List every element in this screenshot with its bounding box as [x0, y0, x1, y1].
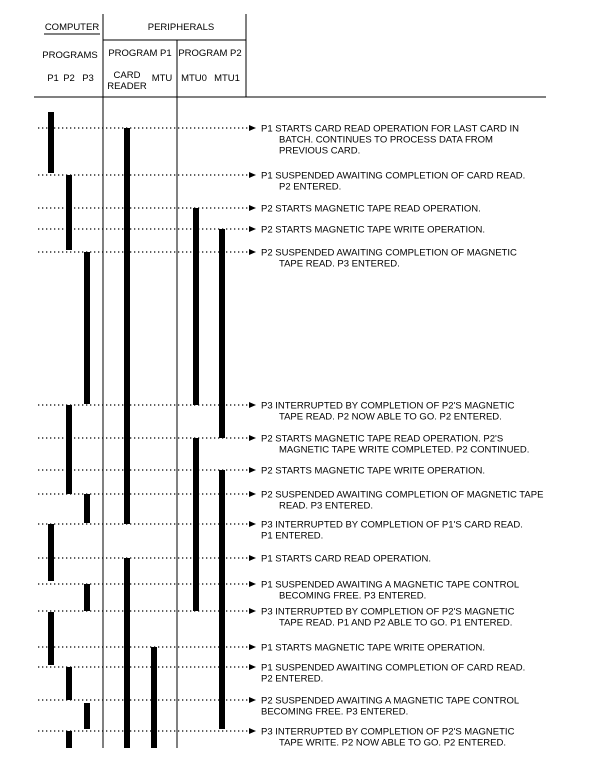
p3-active-bar: [84, 584, 90, 611]
event-annotation-line: TAPE WRITE. P2 NOW ABLE TO GO. P2 ENTERED.: [279, 737, 506, 749]
event-annotation-line: TAPE READ. P1 AND P2 ABLE TO GO. P1 ENTERED.: [279, 617, 513, 629]
computer-heading: COMPUTER: [44, 22, 100, 33]
mtu0-busy-bar: [193, 208, 199, 405]
event-annotation-line: P2 STARTS MAGNETIC TAPE WRITE OPERATION.: [261, 465, 485, 477]
card-reader-label-bottom: READER: [107, 81, 147, 92]
event-annotations: [261, 124, 543, 749]
event-arrowhead: [249, 205, 256, 211]
event-annotation-line: P3 INTERRUPTED BY COMPLETION OF P2'S MAGNETIC: [261, 400, 515, 412]
peripherals-heading: PERIPHERALS: [147, 22, 215, 33]
event-arrowhead: [249, 467, 256, 473]
event-annotation-line: TAPE READ. P2 NOW ABLE TO GO. P2 ENTERED.: [279, 411, 502, 423]
p3-active-bar: [84, 252, 90, 404]
header-labels: [42, 22, 241, 92]
card-reader-busy-bar: [124, 558, 130, 748]
event-arrowhead: [249, 608, 256, 614]
event-annotation-line: P3 INTERRUPTED BY COMPLETION OF P2'S MAGNETIC: [261, 726, 515, 738]
p2-column-label: P2: [63, 73, 75, 84]
event-arrowhead: [249, 491, 256, 497]
mtu1-busy-bar: [219, 470, 225, 729]
p2-active-bar: [66, 667, 72, 700]
program-p2-heading: PROGRAM P2: [178, 48, 242, 59]
mtu-busy-bar: [151, 647, 157, 748]
event-annotation-line: P3 INTERRUPTED BY COMPLETION OF P2'S MAGNETIC: [261, 606, 515, 618]
event-annotation-line: P2 ENTERED.: [279, 181, 342, 193]
p2-active-bar: [66, 405, 72, 494]
event-annotation-line: P2 STARTS MAGNETIC TAPE READ OPERATION.: [261, 203, 481, 215]
event-arrowhead: [249, 249, 256, 255]
p3-active-bar: [84, 494, 90, 523]
event-annotation-line: PREVIOUS CARD.: [279, 145, 361, 157]
event-annotation-line: MAGNETIC TAPE WRITE COMPLETED. P2 CONTINUED.: [279, 444, 530, 456]
event-annotation-line: BECOMING FREE. P3 ENTERED.: [279, 590, 427, 602]
mtu1-column-label: MTU1: [214, 73, 240, 84]
event-annotation-line: P2 STARTS MAGNETIC TAPE WRITE OPERATION.: [261, 224, 485, 236]
p1-active-bar: [48, 524, 54, 581]
event-arrowhead: [249, 697, 256, 703]
mtu1-busy-bar: [219, 229, 225, 438]
event-arrowhead: [249, 125, 256, 131]
p2-active-bar: [66, 731, 72, 748]
event-arrowhead: [249, 728, 256, 734]
event-annotation-line: P2 SUSPENDED AWAITING A MAGNETIC TAPE CONTROL: [261, 695, 520, 707]
programs-heading: PROGRAMS: [42, 50, 98, 61]
event-annotation-line: P2 SUSPENDED AWAITING COMPLETION OF MAGNETIC TAPE: [261, 489, 544, 501]
event-annotation-line: READ. P3 ENTERED.: [279, 500, 373, 512]
event-annotation-line: P1 STARTS CARD READ OPERATION FOR LAST CARD IN: [261, 123, 519, 135]
event-annotation-line: P1 ENTERED.: [261, 530, 324, 542]
event-annotation-line: TAPE READ. P3 ENTERED.: [279, 258, 400, 270]
p1-active-bar: [48, 112, 54, 173]
event-annotation-line: BECOMING FREE. P3 ENTERED.: [261, 706, 409, 718]
event-annotation-line: P2 STARTS MAGNETIC TAPE READ OPERATION. P2'S: [261, 433, 504, 445]
event-arrowhead: [249, 664, 256, 670]
event-annotation-line: P1 SUSPENDED AWAITING COMPLETION OF CARD READ.: [261, 170, 526, 182]
event-annotation-line: P1 STARTS MAGNETIC TAPE WRITE OPERATION.: [261, 642, 485, 654]
program-p1-heading: PROGRAM P1: [108, 48, 172, 59]
event-annotation-line: P3 INTERRUPTED BY COMPLETION OF P1'S CARD READ.: [261, 519, 523, 531]
p3-column-label: P3: [82, 73, 94, 84]
event-annotation-line: P2 ENTERED.: [261, 673, 324, 685]
card-reader-label-top: CARD: [113, 70, 141, 81]
mtu-column-label: MTU: [151, 73, 173, 84]
p2-active-bar: [66, 175, 72, 250]
event-annotation-line: P1 SUSPENDED AWAITING A MAGNETIC TAPE CONTROL: [261, 579, 520, 591]
event-annotation-line: P2 SUSPENDED AWAITING COMPLETION OF MAGNETIC: [261, 247, 517, 259]
event-arrowhead: [249, 581, 256, 587]
p1-active-bar: [48, 612, 54, 665]
event-arrowhead: [249, 402, 256, 408]
p1-column-label: P1: [47, 73, 59, 84]
event-annotation-line: P1 SUSPENDED AWAITING COMPLETION OF CARD READ.: [261, 662, 526, 674]
mtu0-column-label: MTU0: [181, 73, 207, 84]
event-arrowhead: [249, 435, 256, 441]
event-arrowhead: [249, 644, 256, 650]
p3-active-bar: [84, 703, 90, 729]
event-arrowhead: [249, 555, 256, 561]
event-annotation-line: BATCH. CONTINUES TO PROCESS DATA FROM: [279, 134, 493, 146]
event-arrowhead: [249, 172, 256, 178]
event-arrowhead: [249, 226, 256, 232]
event-annotation-line: P1 STARTS CARD READ OPERATION.: [261, 553, 431, 565]
card-reader-busy-bar: [124, 128, 130, 524]
event-arrowhead: [249, 521, 256, 527]
